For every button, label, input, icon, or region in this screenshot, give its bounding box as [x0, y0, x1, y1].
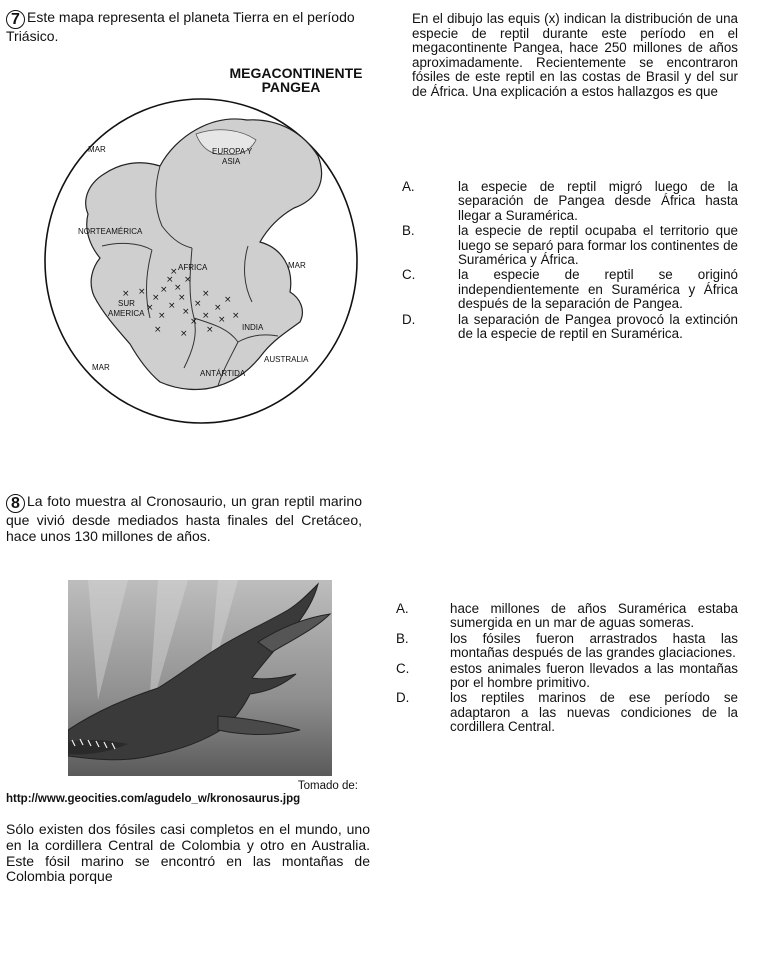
svg-text:×: × — [202, 289, 210, 299]
option-letter: D. — [402, 311, 416, 327]
svg-text:×: × — [138, 287, 146, 297]
svg-text:×: × — [232, 311, 240, 321]
map-title-line1: MEGACONTINENTE — [229, 65, 363, 81]
svg-text:×: × — [224, 295, 232, 305]
q7-number: 7 — [6, 10, 25, 29]
caption-line1: Tomado de: — [297, 780, 358, 792]
option-letter: C. — [402, 267, 416, 283]
q7-options — [402, 180, 738, 341]
svg-text:×: × — [152, 293, 160, 303]
option-letter: A. — [396, 601, 409, 616]
q7-option-b[interactable] — [402, 224, 738, 267]
svg-text:×: × — [158, 311, 166, 321]
option-text: hace millones de años Suramérica estaba sumergida en un mar de aguas someras. — [450, 601, 738, 631]
svg-text:×: × — [174, 283, 182, 293]
option-letter: A. — [402, 179, 415, 194]
label-india: INDIA — [242, 323, 264, 332]
svg-text:×: × — [202, 311, 210, 321]
svg-text:×: × — [184, 275, 192, 285]
q8-option-a[interactable] — [390, 602, 738, 631]
svg-text:×: × — [178, 293, 186, 303]
svg-text:×: × — [180, 329, 188, 339]
option-text: la especie de reptil migró luego de la separación de Pangea desde África hasta llegar a Suramérica. — [458, 179, 738, 223]
svg-text:×: × — [146, 303, 154, 313]
svg-text:×: × — [122, 289, 130, 299]
svg-text:×: × — [160, 285, 168, 295]
svg-text:×: × — [218, 315, 226, 325]
label-sur: SUR — [118, 299, 135, 308]
svg-text:×: × — [166, 275, 174, 285]
caption-line2: http://www.geocities.com/agudelo_w/kronosaurus.jpg — [6, 793, 301, 805]
q7-intro: 7 Este mapa representa el planeta Tierra en el período Triásico. — [6, 9, 355, 44]
q8-number: 8 — [6, 494, 25, 513]
question-7 — [6, 6, 746, 426]
q8-option-b[interactable] — [390, 632, 738, 661]
option-letter: B. — [402, 223, 415, 239]
label-australia: AUSTRALIA — [264, 355, 309, 364]
option-text: la especie de reptil ocupaba el territorio que luego se separó para formar los continentes de Suramérica y África. — [458, 223, 738, 268]
q7-option-a[interactable] — [402, 180, 738, 223]
q7-option-d[interactable] — [402, 313, 738, 342]
q8-intro: 8 La foto muestra al Cronosaurio, un gran reptil marino que vivió desde mediados hasta finales del Cretáceo, hace unos 130 millones de años. — [6, 493, 362, 544]
label-asia: ASIA — [222, 157, 241, 166]
label-norteamerica: NORTEAMÉRICA — [78, 227, 143, 236]
label-mar-left: MAR — [92, 363, 110, 372]
svg-text:×: × — [214, 303, 222, 313]
svg-text:×: × — [190, 317, 198, 327]
svg-text:×: × — [194, 299, 202, 309]
q8-option-c[interactable] — [390, 662, 738, 691]
option-text: estos animales fueron llevados a las montañas por el hombre primitivo. — [450, 660, 738, 691]
svg-text:×: × — [206, 325, 214, 335]
map-title-line2: PANGEA — [261, 79, 321, 95]
svg-text:×: × — [154, 325, 162, 335]
option-text: la especie de reptil se originó independientemente en Suramérica y África después de la separación de Pangea. — [458, 267, 738, 312]
label-antartida: ANTÁRTIDA — [200, 369, 246, 378]
q8-stem: Sólo existen dos fósiles casi completos en el mundo, uno en la cordillera Central de Colombia y otro en Australia. Este fósil marino se encontró en las montañas de Colombia porque — [6, 821, 370, 885]
option-text: los reptiles marinos de ese período se adaptaron a las nuevas condiciones de la cordillera Central. — [450, 690, 738, 735]
option-letter: D. — [396, 690, 410, 706]
pangea-map — [42, 96, 360, 426]
q7-option-c[interactable] — [402, 268, 738, 311]
option-letter: C. — [396, 660, 410, 676]
svg-text:×: × — [170, 267, 178, 277]
label-america: AMERICA — [108, 309, 145, 318]
option-letter: B. — [396, 630, 409, 646]
kronosaurus-photo — [68, 580, 332, 776]
label-europa: EUROPA Y — [212, 147, 253, 156]
svg-text:×: × — [168, 301, 176, 311]
q8-options — [390, 602, 738, 735]
label-mar-top: MAR — [88, 145, 106, 154]
q7-stem: En el dibujo las equis (x) indican la distribución de una especie de reptil durante este período en el megacontinente Pangea, hace 250 millones de años aproximadamente. Recientemente se encontraron fósiles de este reptil en las costas de Brasil y del sur de África. Una explicación a estos hallazgos es que — [412, 11, 738, 99]
label-africa: AFRICA — [178, 263, 208, 272]
q7-map-title — [196, 66, 396, 94]
label-mar-right: MAR — [288, 261, 306, 270]
option-text: la separación de Pangea provocó la extinción de la especie de reptil en Suramérica. — [458, 311, 738, 342]
option-text: los fósiles fueron arrastrados hasta las montañas después de las grandes glaciaciones. — [450, 630, 738, 661]
q8-option-d[interactable] — [390, 691, 738, 734]
photo-caption — [6, 780, 376, 806]
question-8 — [6, 490, 746, 930]
svg-text:×: × — [182, 307, 190, 317]
